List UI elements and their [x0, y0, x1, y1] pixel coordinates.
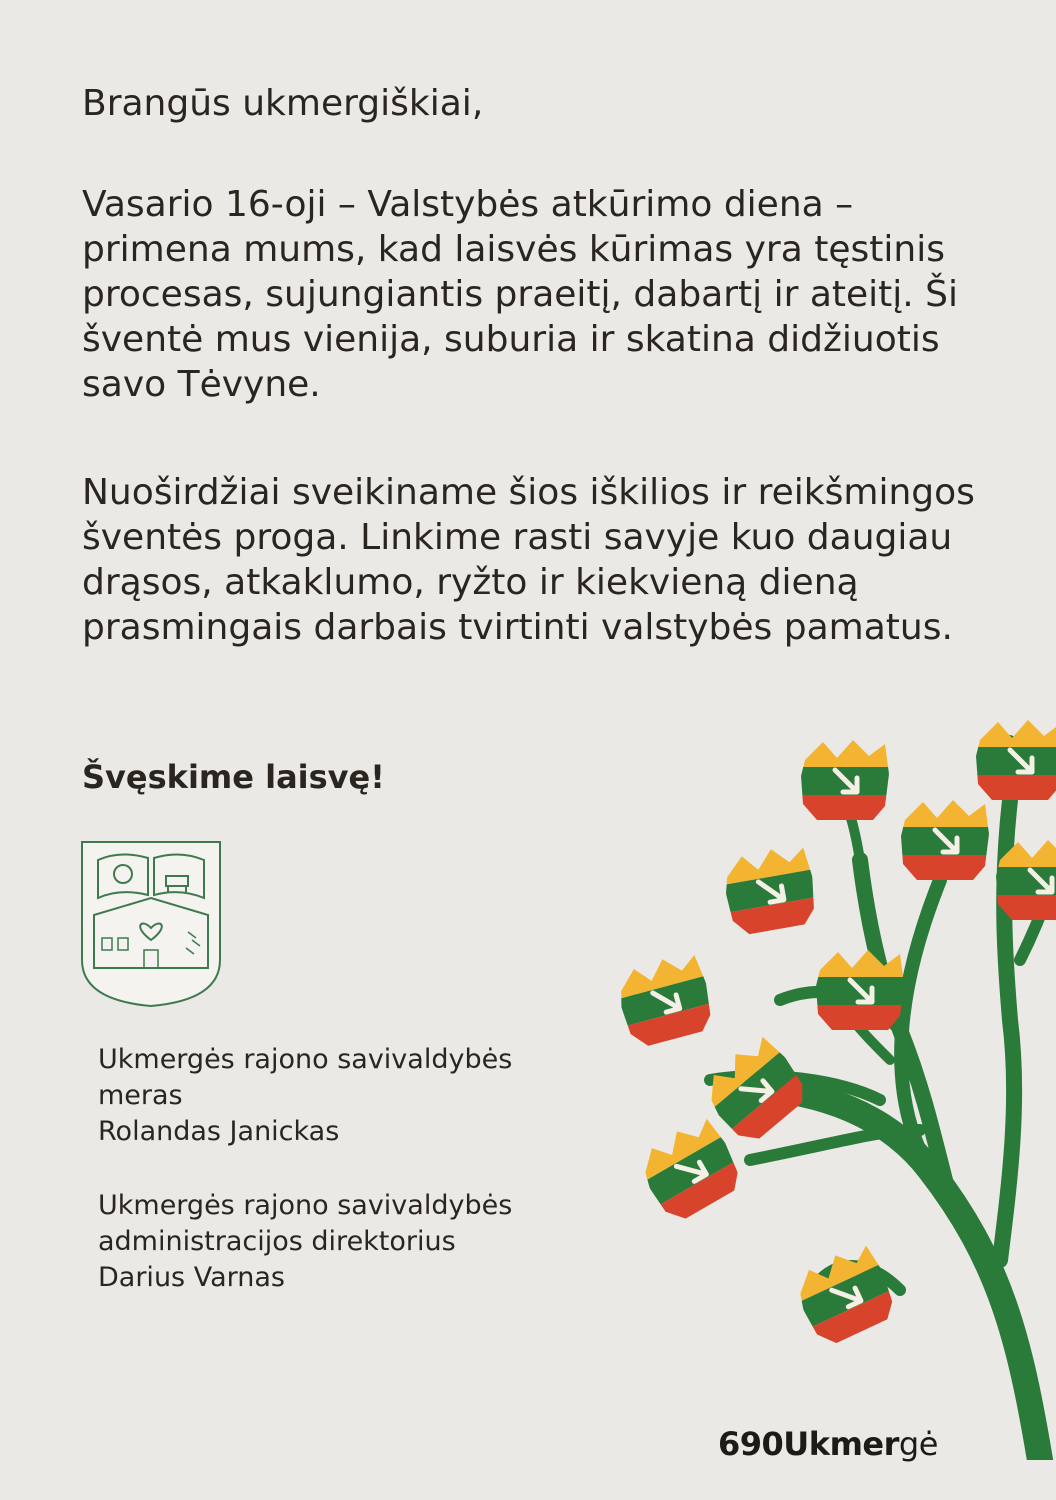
signature-role: meras: [98, 1080, 183, 1111]
slogan: Švęskime laisvę!: [82, 758, 385, 796]
tree-icon: [600, 700, 1056, 1460]
signature-title: Ukmergės rajono savivaldybės: [98, 1044, 513, 1075]
signature-name: Rolandas Janickas: [98, 1116, 340, 1147]
signature-mayor: [98, 1042, 658, 1150]
paragraph-1: Vasario 16-oji – Valstybės atkūrimo diena – primena mums, kad laisvės kūrimas yra tęstinis procesas, sujungiantis praeitį, dabartį ir ateitį. Ši šventė mus vienija, suburia ir skatina didžiuotis savo Tėvyne.: [82, 184, 959, 405]
greeting: Brangūs ukmergiškiai,: [82, 83, 484, 124]
logo-light: gė: [898, 1425, 938, 1463]
signature-title: Ukmergės rajono savivaldybės: [98, 1190, 513, 1221]
municipality-logo: [718, 1425, 938, 1463]
crest-icon: [80, 840, 222, 1008]
signature-role: administracijos direktorius: [98, 1226, 456, 1257]
signature-name: Darius Varnas: [98, 1262, 285, 1293]
signature-director: [98, 1188, 658, 1296]
logo-bold: 690Ukmer: [718, 1425, 899, 1463]
paragraph-2: Nuoširdžiai sveikiname šios iškilios ir reikšmingos šventės proga. Linkime rasti savyje kuo daugiau drąsos, atkaklumo, ryžto ir kiekvieną dieną prasmingais darbais tvirtinti valstybės pamatus.: [82, 472, 975, 648]
